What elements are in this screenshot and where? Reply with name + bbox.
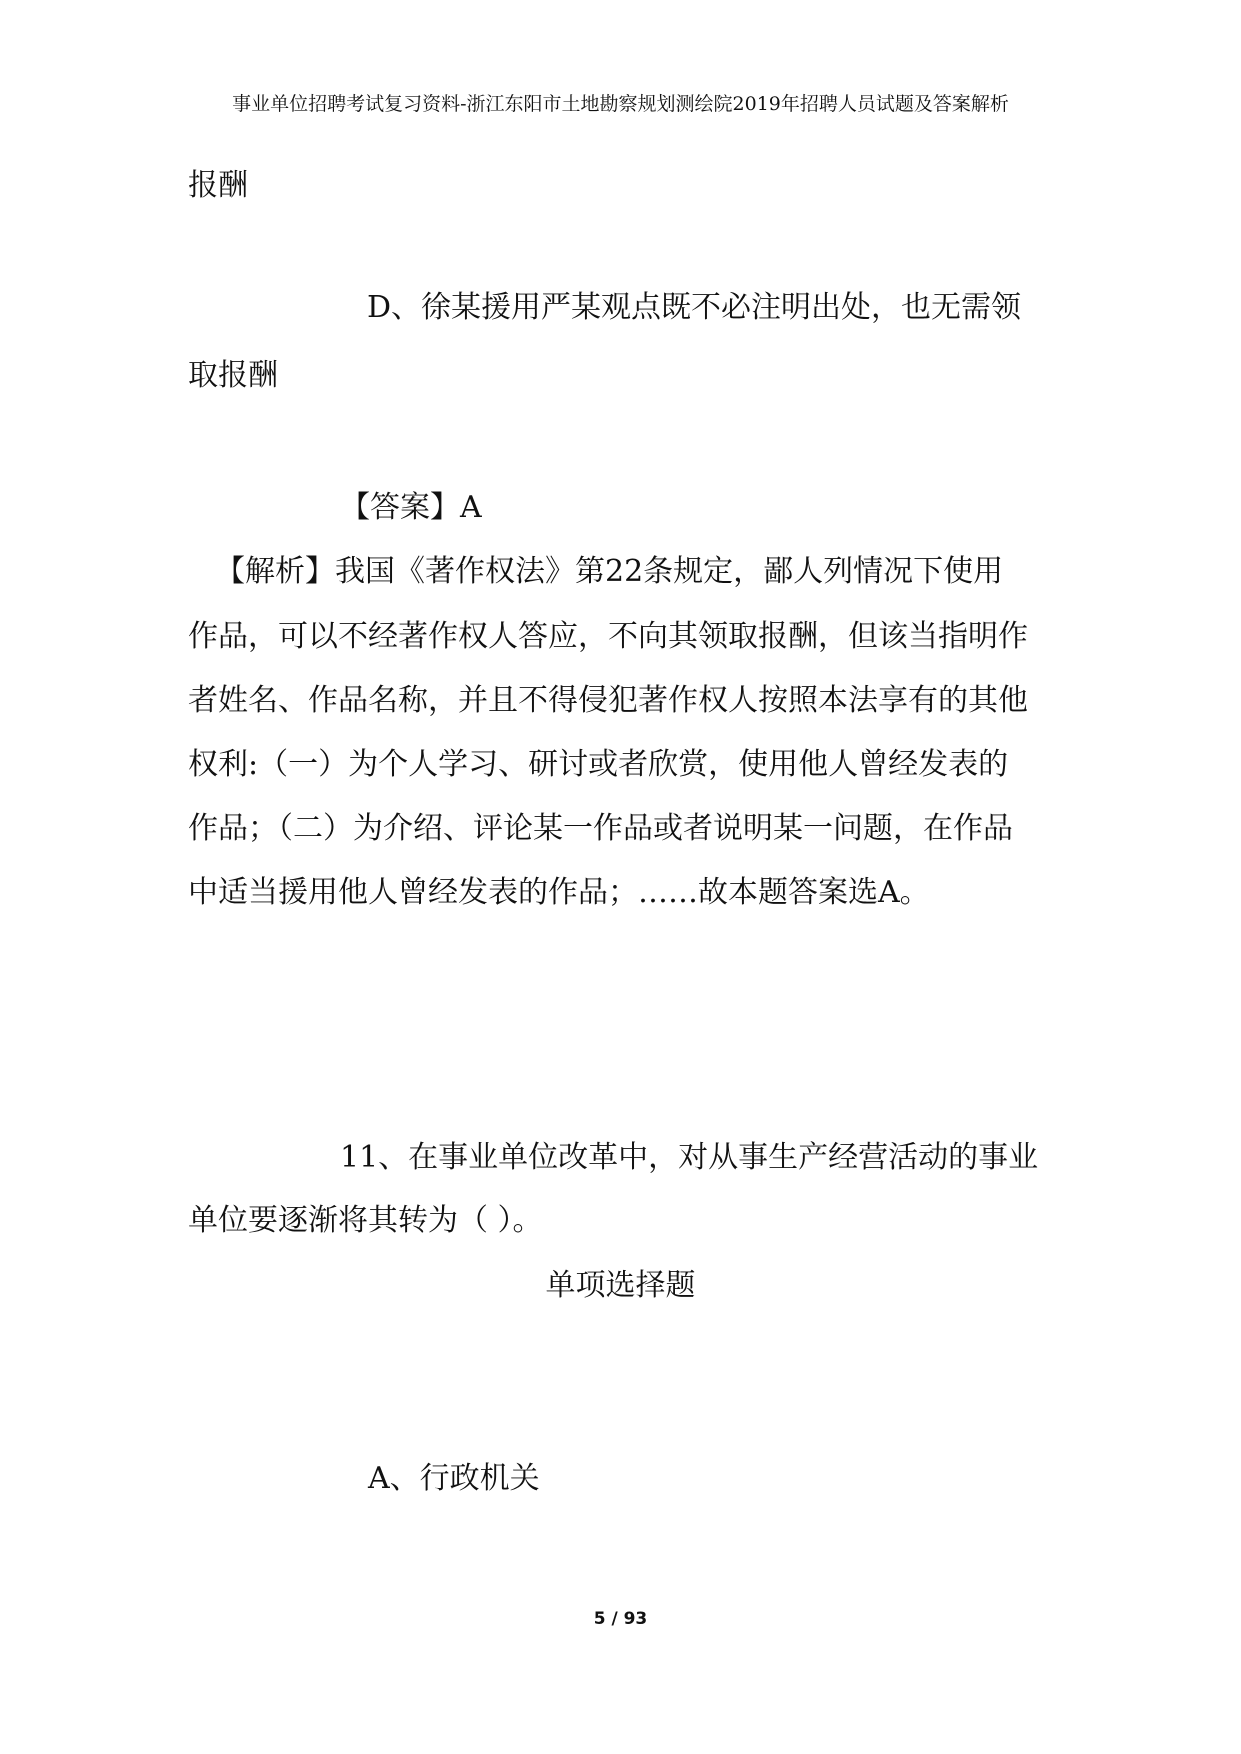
question-11-line2: 单位要逐渐将其转为（ ）。	[188, 1203, 543, 1238]
option-d-line1: D、徐某援用严某观点既不必注明出处，也无需领	[367, 290, 1022, 325]
analysis-line-6: 中适当援用他人曾经发表的作品；……故本题答案选A。	[188, 875, 930, 910]
page-number: 5 / 93	[593, 1609, 648, 1629]
question-11-line1: 11、在事业单位改革中，对从事生产经营活动的事业	[340, 1140, 1039, 1175]
option-d-line2: 取报酬	[188, 358, 278, 393]
analysis-line-1: 【解析】我国《著作权法》第22条规定，鄙人列情况下使用	[215, 554, 1004, 589]
option-c-tail: 报酬	[188, 168, 248, 203]
analysis-line-4: 权利:（一）为个人学习、研讨或者欣赏，使用他人曾经发表的	[188, 747, 1009, 782]
analysis-line-3: 者姓名、作品名称，并且不得侵犯著作权人按照本法享有的其他	[188, 683, 1028, 718]
question-type-label: 单项选择题	[545, 1268, 696, 1303]
option-a: A、行政机关	[368, 1461, 540, 1496]
analysis-line-2: 作品，可以不经著作权人答应，不向其领取报酬，但该当指明作	[188, 619, 1028, 654]
analysis-line-5: 作品；（二）为介绍、评论某一作品或者说明某一问题，在作品	[188, 811, 1013, 846]
answer-label: 【答案】A	[340, 490, 482, 525]
page-header-title: 事业单位招聘考试复习资料-浙江东阳市土地勘察规划测绘院2019年招聘人员试题及答案解析	[232, 93, 1009, 115]
